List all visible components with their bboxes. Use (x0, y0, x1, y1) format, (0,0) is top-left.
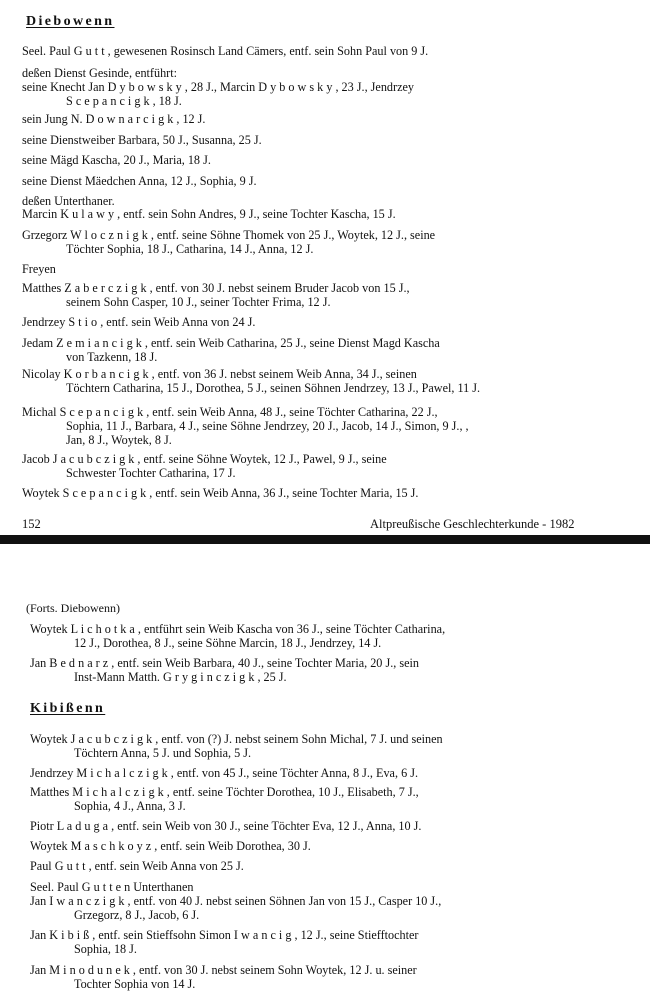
entry-line: Piotr L a d u g a , entf. sein Weib von 30 J., seine Töchter Eva, 12 J., Anna, 10 J. (30, 819, 422, 833)
entry-line: Jan M i n o d u n e k , entf. von 30 J. nebst seinem Sohn Woytek, 12 J. u. seiner (30, 963, 417, 977)
entry-line: Marcin K u l a w y , entf. sein Sohn Andres, 9 J., seine Tochter Kascha, 15 J. (22, 207, 396, 221)
section-heading-kibissenn: Kibißenn (30, 701, 106, 716)
page-number: 152 (22, 517, 41, 531)
entry-line: Paul G u t t , entf. sein Weib Anna von 25 J. (30, 859, 244, 873)
entry-line: Inst-Mann Matth. G r y g i n c z i g k , 25 J. (74, 670, 287, 684)
entry-line: Schwester Tochter Catharina, 17 J. (66, 466, 236, 480)
entry-line: Seel. Paul G u t t , gewesenen Rosinsch Land Cämers, entf. sein Sohn Paul von 9 J. (22, 44, 429, 58)
entry-line: Woytek J a c u b c z i g k , entf. von (?) J. nebst seinem Sohn Michal, 7 J. und seinen (30, 732, 443, 746)
entry-line: Jan I w a n c z i g k , entf. von 40 J. nebst seinen Söhnen Jan von 15 J., Casper 10 J., (30, 894, 442, 908)
entry-line: S c e p a n c i g k , 18 J. (66, 94, 182, 108)
page-153 (0, 545, 650, 1000)
entry-line: Freyen (22, 262, 56, 276)
entry-line: seine Mägd Kascha, 20 J., Maria, 18 J. (22, 153, 211, 167)
entry-line: Grzegorz, 8 J., Jacob, 6 J. (74, 908, 200, 922)
entry-line: seine Dienstweiber Barbara, 50 J., Susanna, 25 J. (22, 133, 262, 147)
entry-line: Seel. Paul G u t t e n Unterthanen (30, 880, 194, 894)
entry-line: Matthes M i c h a l c z i g k , entf. seine Töchter Dorothea, 10 J., Elisabeth, 7 J., (30, 785, 419, 799)
entry-line: Jan, 8 J., Woytek, 8 J. (66, 433, 172, 447)
page-divider (0, 535, 650, 544)
entry-line: Töchtern Catharina, 15 J., Dorothea, 5 J., seinen Söhnen Jendrzey, 13 J., Pawel, 11 J. (66, 381, 481, 395)
entry-line: seine Knecht Jan D y b o w s k y , 28 J., Marcin D y b o w s k y , 23 J., Jendrzey (22, 80, 414, 94)
journal-footer: Altpreußische Geschlechterkunde - 1982 (370, 517, 575, 531)
entry-line: Woytek L i c h o t k a , entführt sein Weib Kascha von 36 J., seine Töchter Catharina, (30, 622, 446, 636)
entry-line: Jendrzey M i c h a l c z i g k , entf. von 45 J., seine Töchter Anna, 8 J., Eva, 6 J. (30, 766, 418, 780)
entry-line: Sophia, 4 J., Anna, 3 J. (74, 799, 186, 813)
entry-line: deßen Unterthaner. (22, 194, 115, 208)
entry-line: Töchtern Anna, 5 J. und Sophia, 5 J. (74, 746, 252, 760)
entry-line: Jedam Z e m i a n c i g k , entf. sein Weib Catharina, 25 J., seine Dienst Magd Kascha (22, 336, 440, 350)
entry-line: Jacob J a c u b c z i g k , entf. seine Söhne Woytek, 12 J., Pawel, 9 J., seine (22, 452, 387, 466)
entry-line: Jendrzey S t i o , entf. sein Weib Anna von 24 J. (22, 315, 256, 329)
entry-line: Sophia, 18 J. (74, 942, 137, 956)
entry-line: Töchter Sophia, 18 J., Catharina, 14 J., Anna, 12 J. (66, 242, 314, 256)
entry-line: 12 J., Dorothea, 8 J., seine Söhne Marcin, 18 J., Jendrzey, 14 J. (74, 636, 382, 650)
entry-line: Jan B e d n a r z , entf. sein Weib Barbara, 40 J., seine Tochter Maria, 20 J., sein (30, 656, 419, 670)
entry-line: Woytek S c e p a n c i g k , entf. sein Weib Anna, 36 J., seine Tochter Maria, 15 J. (22, 486, 419, 500)
entry-line: Woytek M a s c h k o y z , entf. sein Weib Dorothea, 30 J. (30, 839, 311, 853)
entry-line: Michal S c e p a n c i g k , entf. sein Weib Anna, 48 J., seine Töchter Catharina, 22 J., (22, 405, 438, 419)
section-heading-diebowenn: Diebowenn (26, 14, 115, 29)
entry-line: Jan K i b i ß , entf. sein Stieffsohn Simon I w a n c i g , 12 J., seine Stiefftochter (30, 928, 419, 942)
entry-line: seine Dienst Mäedchen Anna, 12 J., Sophia, 9 J. (22, 174, 257, 188)
entry-line: Grzegorz W l o c z n i g k , entf. seine Söhne Thomek von 25 J., Woytek, 12 J., seine (22, 228, 436, 242)
entry-line: Nicolay K o r b a n c i g k , entf. von 36 J. nebst seinem Weib Anna, 34 J., seinen (22, 367, 417, 381)
entry-line: Sophia, 11 J., Barbara, 4 J., seine Söhne Jendrzey, 20 J., Jacob, 14 J., Simon, 9 J., , (66, 419, 469, 433)
continuation-note: (Forts. Diebowenn) (26, 601, 120, 615)
entry-line: seinem Sohn Casper, 10 J., seiner Tochter Frima, 12 J. (66, 295, 331, 309)
entry-line: Tochter Sophia von 14 J. (74, 977, 196, 991)
entry-line: Matthes Z a b e r c z i g k , entf. von 30 J. nebst seinem Bruder Jacob von 15 J., (22, 281, 410, 295)
entry-line: von Tazkenn, 18 J. (66, 350, 158, 364)
entry-line: sein Jung N. D o w n a r c i g k , 12 J. (22, 112, 206, 126)
entry-line: deßen Dienst Gesinde, entführt: (22, 66, 178, 80)
